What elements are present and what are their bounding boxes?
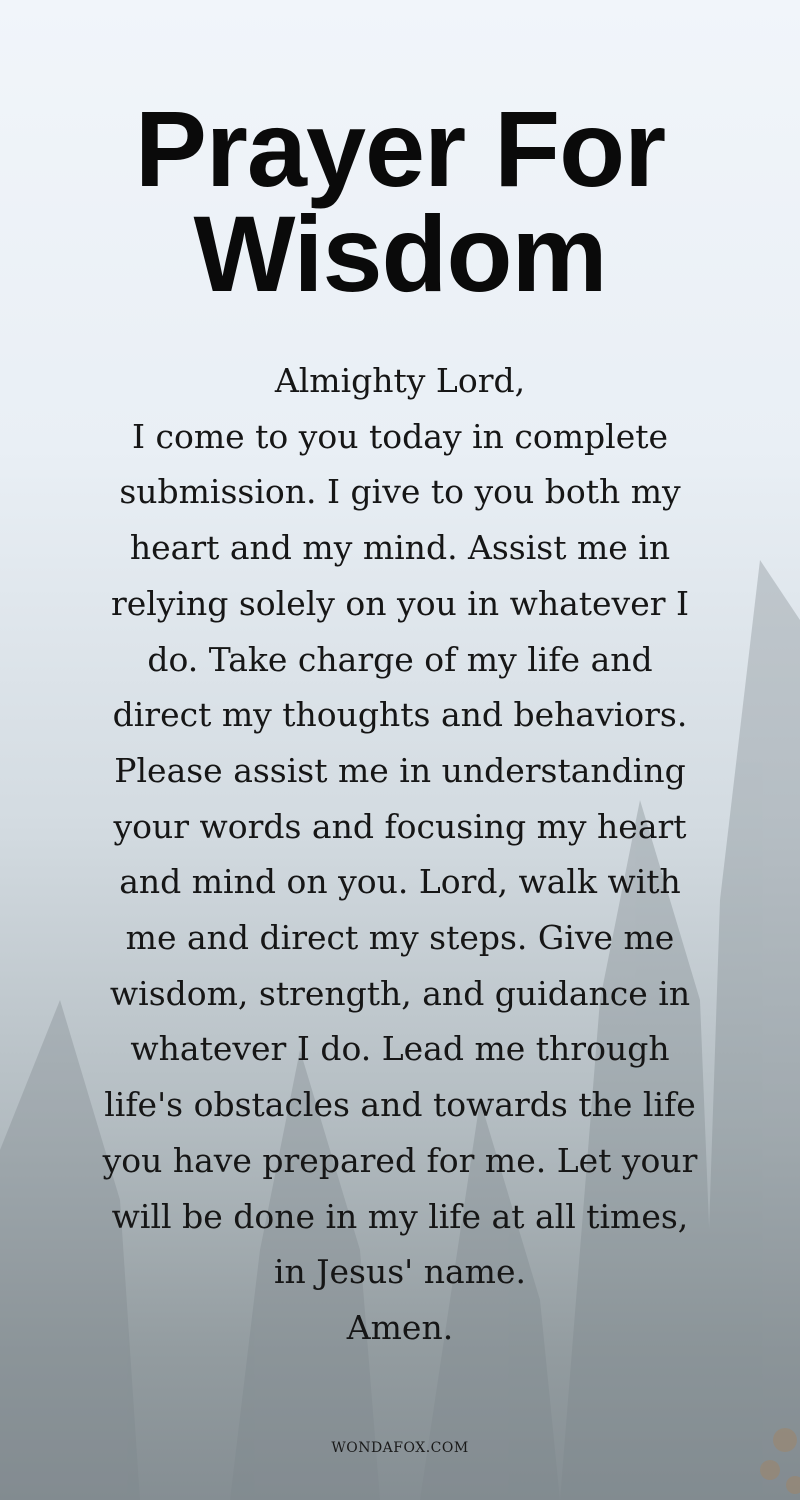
prayer-line: you have prepared for me. Let your bbox=[102, 1140, 698, 1180]
prayer-line: I come to you today in complete bbox=[131, 416, 669, 456]
prayer-text bbox=[0, 353, 800, 1356]
prayer-line: submission. I give to you both my bbox=[119, 472, 681, 512]
prayer-line: your words and focusing my heart bbox=[113, 806, 687, 846]
prayer-line: Amen. bbox=[346, 1307, 454, 1347]
prayer-line: Please assist me in understanding bbox=[114, 750, 686, 790]
prayer-line: me and direct my steps. Give me bbox=[125, 918, 675, 958]
prayer-line: and mind on you. Lord, walk with bbox=[119, 862, 681, 902]
prayer-line: life's obstacles and towards the life bbox=[104, 1085, 696, 1125]
prayer-line: relying solely on you in whatever I bbox=[110, 583, 690, 623]
prayer-line: do. Take charge of my life and bbox=[147, 639, 653, 679]
prayer-line: direct my thoughts and behaviors. bbox=[112, 695, 688, 735]
prayer-line: heart and my mind. Assist me in bbox=[129, 528, 671, 568]
prayer-line: whatever I do. Lead me through bbox=[130, 1029, 670, 1069]
prayer-line: Almighty Lord, bbox=[274, 361, 526, 400]
prayer-line: wisdom, strength, and guidance in bbox=[109, 973, 691, 1013]
title-line-2: Wisdom bbox=[193, 193, 607, 314]
website-credit: WONDAFOX.COM bbox=[331, 1440, 469, 1456]
title-line-1: Prayer For bbox=[134, 88, 666, 209]
prayer-line: in Jesus' name. bbox=[274, 1252, 526, 1292]
prayer-line: will be done in my life at all times, bbox=[111, 1196, 689, 1236]
